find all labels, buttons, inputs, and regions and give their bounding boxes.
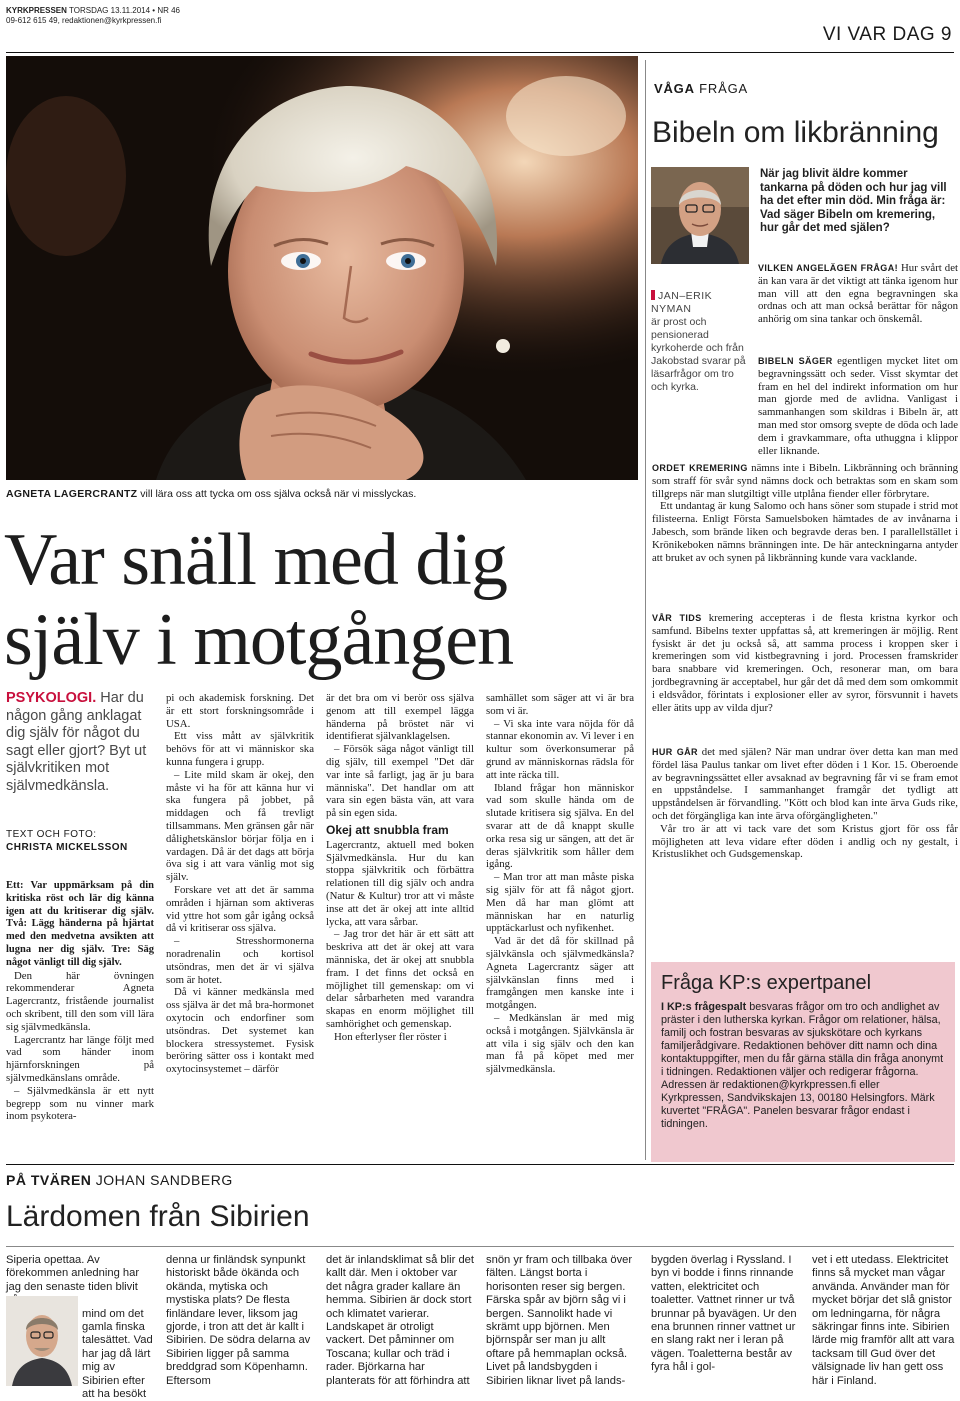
- panel-text: besvaras frågor om tro och andlighet av präster i den lutherska kyrkan. Frågor om relationer, hälsa, familj och fostran besvaras av sjukskötare och kyrkans familjerådgivare. Redaktionen behöver ditt namn och dina kontaktuppgifter, men du får gärna ställa din fråga anonymt i tidningen. Redaktionen väljer och redigerar frågorna. Adressen är redaktionen@kyrkpressen.fi eller Kyrkpressen, Sandvikskajen 13, 00180 Helsingfors. Märk kuvertet "FRÅGA". Panelen besvarar frågor endast i tidningen.: [661, 1001, 944, 1130]
- paragraph: Lagercrantz har länge följt med vad som händer inom hjärnforskningen på självmedkänslans område.: [6, 1033, 154, 1084]
- section-page-label: VI VAR DAG 9: [822, 24, 952, 45]
- answer-paragraph-5: [652, 746, 958, 861]
- reader-question: När jag blivit äldre kommer tankarna på döden och hur jag vill ha det efter min död. Min fråga är: Vad säger Bibeln om kremering, hur går det med själen?: [760, 168, 947, 234]
- question-column-title: Bibeln om likbränning: [652, 116, 939, 149]
- column-text-2: denna ur finländsk synpunkt historiskt både ökända och okända, mytiska och mystiska plats? De flesta finländare lever, liksom jag gjorde, i tron att det är kallt i Sibirien. De södra delarna av Sibirien ligger på samma breddgrad som Köpenhamn. Eftersom: [166, 1254, 311, 1387]
- paragraph: Lagercrantz, aktuell med boken Självmedkänsla. Hur du kan stoppa självkritik och förbättra relationen till dig själv och andra (Natur & Kultur) tror att vi måste inse att det är okej att inte alltid lycka, att vara sårbar.: [326, 838, 474, 928]
- answer-lead: ORDET KREMERING: [652, 463, 748, 473]
- paragraph: Forskare vet att det är samma områden i hjärnan som aktiveras vid yttre hot som går igång också då vi kritiserar oss själva.: [166, 883, 314, 935]
- paragraph: Ett: Var uppmärksam på din kritiska röst och lär dig känna igen att du kritiserar dig själv. Två: Lägg händerna på hjärtat med den medvetna avsikten att lugna ner dig själv. Tre: Säg något vänligt till dig själv.: [6, 880, 154, 968]
- caption-name: AGNETA LAGERCRANTZ: [6, 488, 138, 500]
- paragraph: – Stresshormonerna noradrenalin och kortisol utsöndras, men det är vi själva som är hotet.: [166, 935, 314, 986]
- paragraph: – Man tror att man måste piska sig själv för att få något gjort. Men då har man glömt att människan har en naturlig upptäckarlust och nyfikenhet.: [486, 871, 634, 935]
- column-text-4: snön yr fram och tillbaka över fälten. Längst borta i horisonten reser sig bergen. Färska spår av björn såg vi i bergen. Sannolikt hade vi skrämt upp björnen. Men björnspår ser man ju allt oftare på hemmaplan också. Livet på landsbygden i Sibirien liknar livet på lands-: [486, 1254, 633, 1387]
- answer-lead: HUR GÅR: [652, 747, 698, 757]
- answer-text: kremering accepteras i de flesta kristna kyrkor och samfund. Bibelns texter uppfattas så, att kremeringen är möjlig. Rent fysiskt är det ju också så, att samma process i kroppen sker i kremeringen som vid kistbegravning i jord. Processen framskrider bara snabbare vid kremeringen. Och, resonerar man, om bara jordbegravning är acceptabel, hur går det då med dem som omkommit i eldsvådor, förintats i explosioner eller av syror, försvunnit i havets eller ätits upp av vilda djur?: [652, 612, 959, 714]
- header-divider: [6, 52, 954, 53]
- paragraph: – Lite mild skam är okej, den måste vi ha för att känna hur vi ska fungera på jobbet, på middagen och få trevligt tillsammans. Men gränsen går när dålighetskänslor börjar följa en i vardagen. Då är det dags att börja öva sig i att vara vänlig mot sig själv.: [166, 768, 314, 884]
- panel-body: [661, 1001, 945, 1131]
- section-label-bold: VÅGA: [654, 81, 695, 96]
- paragraph: Vår tro är att vi tack vare det som Kristus gjort för oss får möjligheten att leva vidare efter döden i andlig och ny gestalt, i Kristuslikhet och Gudsgemenskap.: [652, 822, 958, 861]
- column-label-bold: PÅ TVÄREN: [6, 1172, 92, 1188]
- paragraph: är det bra om vi berör oss själva genom att till exempel lägga händerna på bröstet när vi identifierat självanklagelsen.: [326, 692, 474, 743]
- column-divider: [645, 60, 646, 1160]
- byline-name: CHRISTA MICKELSSON: [6, 842, 128, 853]
- paragraph: [652, 462, 958, 500]
- lead-text: Har du någon gång anklagat dig själv för något du sagt eller gjort? Byt ut självkritiken mot självmedkänsla.: [6, 690, 147, 794]
- portrait-illustration: [6, 56, 638, 480]
- answer-lead: BIBELN SÄGER: [758, 356, 833, 366]
- paragraph: Ett undantag är kung Salomo och hans söner som stupade i strid mot filisteerna. Enligt Första Samuelsboken hämtades de av invånarna i Jabesch, som brände liken och begravde deras ben. I parallellstället i Krönikeboken nämns bränningen inte. De här anteckningarna antyder att bruket av och synen på likbränning kunde vara vacklande.: [652, 500, 958, 564]
- article-column-3: [326, 692, 474, 1044]
- caption-text: vill lära oss att tycka om oss själva också när vi misslyckas.: [137, 488, 417, 500]
- article-column-2: [166, 692, 314, 1076]
- byline-label: TEXT OCH FOTO:: [6, 829, 97, 840]
- answer-lead: VILKEN ANGELÄGEN FRÅGA!: [758, 263, 898, 273]
- paragraph: – Försök säga något vänligt till dig själv, till exempel "Det där var inte så farligt, jag är ju bara människa". Det handlar om att vara sin egen bästa vän, att vara på sin egen sida.: [326, 743, 474, 820]
- column-title-divider: [6, 1246, 954, 1247]
- paragraph: [652, 746, 958, 823]
- portrait-photo: [6, 56, 638, 480]
- answer-paragraph-3: [652, 462, 958, 564]
- headline-line-2: själv i motgången: [4, 599, 514, 681]
- columnist-description: är prost och pensionerad kyrkoherde och från Jakobstad svarar på läsarfrågor om tro och kyrka.: [651, 316, 746, 393]
- paragraph: – Jag tror det här är ett sätt att beskriva att det är okej att vara människa, det är okej att snubbla fram. I det finns det också en möjlighet till gemenskap: om vi delar sårbarheten med varandra skapas en enorm möjlighet till samhörighet och gemenskap.: [326, 928, 474, 1030]
- column-text-3: det är inlandsklimat så blir det kallt där. Men i oktober var det några grader kallare än hemma. Sibirien är dock stort och klimatet varierar. Landskapet är otroligt vackert. Det påminner om Toscana; kullar och träd i rader. Björkarna har planterats för att förhindra att: [326, 1254, 474, 1387]
- paragraph: Siperia opettaa. Av förekommen anledning har jag den senaste tiden blivit: [6, 1254, 140, 1293]
- panel-lead: I KP:s frågespalt: [661, 1001, 747, 1013]
- paragraph: samhället som säger att vi är bra som vi är.: [486, 692, 634, 717]
- column-label: [6, 1172, 233, 1188]
- answer-text: Hur svårt det än kan vara är det viktigt att tänka igenom hur man vill att den egna begravningen ska ordnas och att man också berättar för någon anhörig om sina tankar och önskemål.: [758, 262, 958, 326]
- expert-panel-box: [651, 962, 955, 1162]
- answer-paragraph-4: [652, 612, 958, 714]
- answer-paragraph-2: [758, 355, 958, 457]
- columnist-portrait-small: [6, 1296, 78, 1386]
- paragraph: mind om det gamla finska talesättet. Vad har jag då lärt mig av Sibirien efter att ha besökt: [82, 1307, 153, 1401]
- section-divider: [6, 1164, 954, 1165]
- paragraph: – Medkänslan är med mig också i motgången. Självkänsla är att vila i sig själv och den kan man få på köpet med mer självmedkänsla.: [486, 1011, 634, 1076]
- article-column-4: [486, 692, 634, 1076]
- paragraph: Då vi känner medkänsla med oss själva är det må bra-hormonet oxytocin och endorfiner som utsöndras. Det systemet kan blockera stressystemet. Fysisk beröring sätter oss i kontakt med oxytocinsystemet – därför: [166, 986, 314, 1076]
- subheading: Okej att snubbla fram: [326, 822, 449, 837]
- lead-keyword: PSYKOLOGI.: [6, 690, 97, 706]
- column-title: Lärdomen från Sibirien: [6, 1200, 310, 1233]
- column-text-6: vet i ett utedass. Elektricitet finns så mycket man vågar använda. Använder man för mycket börjar det slå gnistor om ledningarna, för några säkringar finns inte. Sibirien lärde mig framför allt att vara tacksam till Gud över det välsignade liv han gett oss här i Finland.: [812, 1254, 955, 1387]
- photo-caption: [6, 488, 636, 500]
- article-column-1: [6, 880, 154, 1123]
- paragraph: Vad är det då för skillnad på självkänsla och självmedkänsla? Agneta Lagercrantz säger att självkänslan finns med i framgången men kanske inte i motgången.: [486, 935, 634, 1012]
- paragraph: Hon efterlyser fler röster i: [334, 1030, 447, 1043]
- columnist-photo-small: [6, 1296, 78, 1386]
- contact-line: 09-612 615 49, redaktionen@kyrkpressen.fi: [6, 15, 162, 25]
- issue-line: TORSDAG 13.11.2014 • NR 46: [68, 6, 180, 15]
- section-label-rest: FRÅGA: [694, 81, 748, 96]
- publication-name: KYRKPRESSEN: [6, 6, 67, 15]
- column-author: JOHAN SANDBERG: [91, 1172, 233, 1188]
- article-headline: [4, 520, 644, 680]
- answer-text: det med själen? När man undrar över detta kan man med fördel läsa Paulus tankar om livet efter döden i 1 Kor. 15. Oberoende av begravningssättet eller avsaknad av begravning får vi se fram emot en uppståndelse. I sammanhanget framgår det tydligt att uppståndelsen är förvandling. "Kött och blod kan inte ärva Guds rike, och det förgängliga kan inte ärva oförgängligheten.": [652, 746, 958, 822]
- columnist-photo: [651, 167, 749, 264]
- paragraph: pi och akademisk forskning. Det är ett stort forskningsområde i USA.: [166, 692, 314, 730]
- paragraph: Ett viss mått av självkritik behövs för att vi människor ska kunna fungera i grupp.: [166, 730, 314, 768]
- paragraph: – Självmedkänsla är ett nytt begrepp som nu vinner mark inom psykotera-: [6, 1084, 154, 1123]
- answer-text: egentligen mycket litet om begravningssätt och seder. Visst skymtar det fram en hel del indirekt information om hur man gjorde med de avlidna. Vanligast i sammanhangen som skildras i Bibeln är, att man med stor omsorg svepte de döda och lade dem i gravkammare, ofta uthuggna i klippor eller liknande.: [758, 355, 958, 457]
- headline-line-1: Var snäll med dig: [4, 519, 507, 601]
- paragraph: – Vi ska inte vara nöjda för då stannar ekonomin av. Vi lever i en kultur som överkonsumerar på grund av människornas rädsla för att inte räcka till.: [486, 717, 634, 781]
- paragraph: Ibland frågar hon människor vad som skulle hända om de slutade kritisera sig själva. En del svarar att de då knappt skulle orka resa sig ur sängen, att det är deras självkritik som håller dem igång.: [486, 781, 634, 871]
- answer-text: nämns inte i Bibeln. Likbränning och bränning som straff för svår synd nämns dock och betraktas som en skam som tillgreps när man slutgiltigt ville utplåna fiender eller förbrytare.: [652, 462, 958, 500]
- section-label: [654, 81, 748, 96]
- columnist-portrait: [651, 167, 749, 264]
- article-lead: [6, 690, 156, 795]
- accent-marker: [651, 290, 655, 300]
- columnist-signature: [651, 290, 749, 394]
- columnist-name: JAN–ERIK NYMAN: [651, 290, 713, 315]
- answer-lead: VÅR TIDS: [652, 613, 702, 623]
- masthead-info: [6, 6, 180, 25]
- panel-title: Fråga KP:s expertpanel: [661, 972, 872, 994]
- column-text-5: bygden överlag i Ryssland. I byn vi bodde i finns rinnande vatten, elektricitet och toaletter. Vattnet rinner ur två brunnar på byavägen. Ur den ena brunnen rinner vattnet ur en slang rakt ner i leran på vägen. Toaletterna består av fyra hål i gol-: [651, 1254, 797, 1374]
- byline: [6, 828, 156, 854]
- answer-paragraph-1: [758, 262, 958, 326]
- paragraph: Den här övningen rekommenderar Agneta Lagercrantz, fristående journalist och skribent, till den som vill lära sig självmedkänsla.: [6, 969, 154, 1033]
